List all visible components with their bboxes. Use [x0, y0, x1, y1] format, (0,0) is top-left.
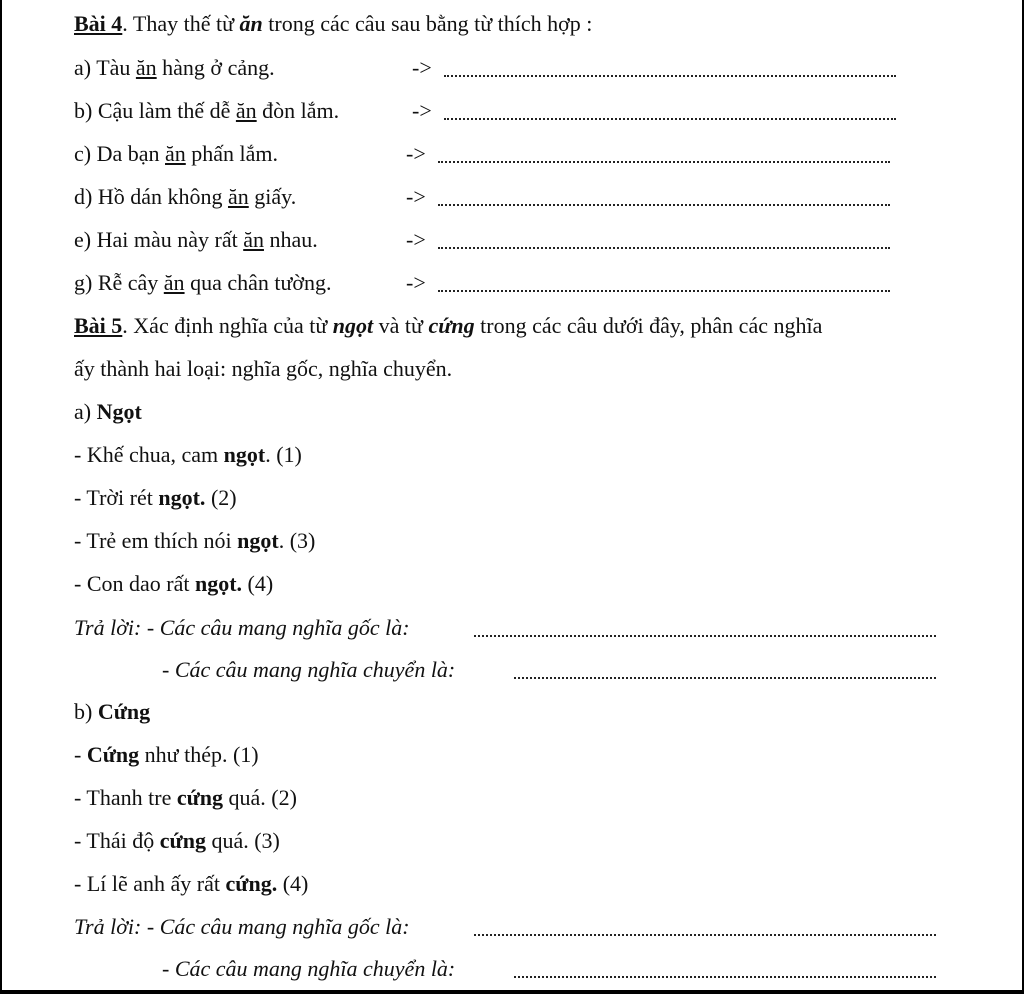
item-text: - Trời rét	[74, 485, 159, 510]
bai5-label: Bài 5	[74, 313, 123, 338]
answer-blank[interactable]	[474, 932, 936, 936]
bai4-label: Bài 4	[74, 11, 123, 36]
item-text: - Thanh tre	[74, 785, 177, 810]
bai4-item-b	[74, 97, 339, 125]
item-word: cứng	[159, 828, 206, 853]
item-word: ăn	[235, 98, 257, 123]
item-word: ngọt.	[194, 571, 243, 596]
answer-blank[interactable]	[444, 116, 896, 120]
item-text: g) Rễ cây	[74, 270, 164, 295]
item-text: - Trẻ em thích nói	[74, 528, 238, 553]
part-a-item-3	[74, 527, 315, 555]
item-text: -	[74, 742, 87, 767]
item-text: b) Cậu làm thế dễ	[74, 98, 236, 123]
answer-prompt: - Các câu mang nghĩa gốc là:	[146, 615, 410, 640]
part-title: Ngọt	[96, 399, 142, 424]
item-text: giấy.	[248, 184, 297, 209]
bai5-text: và từ	[373, 313, 429, 338]
item-text: quá. (3)	[205, 828, 280, 853]
item-word: ngọt	[223, 442, 266, 467]
answer-blank[interactable]	[438, 245, 890, 249]
answer-prompt: - Các câu mang nghĩa gốc là:	[146, 914, 410, 939]
item-text: a) Tàu	[74, 55, 136, 80]
item-word: cứng	[176, 785, 224, 810]
item-text: như thép. (1)	[139, 742, 259, 767]
answer-blank[interactable]	[444, 73, 896, 77]
bai5-word-ngot: ngọt	[332, 313, 374, 338]
bai5-heading	[74, 312, 822, 340]
arrow: ->	[406, 184, 426, 209]
bai4-item-d	[74, 183, 296, 211]
answer-blank[interactable]	[438, 202, 890, 206]
item-text: (4)	[242, 571, 274, 596]
item-text: - Lí lẽ anh ấy rất	[74, 871, 226, 896]
part-b-item-4	[74, 870, 308, 898]
answer-a-goc	[74, 614, 410, 642]
item-text: qua chân tường.	[184, 270, 332, 295]
part-prefix: a)	[74, 399, 97, 424]
part-b-item-1	[74, 741, 259, 769]
answer-blank[interactable]	[438, 159, 890, 163]
arrow: ->	[406, 227, 426, 252]
bai4-instruction-a: . Thay thế từ	[122, 11, 240, 36]
item-word: ngọt	[237, 528, 279, 553]
item-text: hàng ở cảng.	[156, 55, 275, 80]
part-a-title	[74, 398, 142, 426]
arrow: ->	[406, 270, 426, 295]
bai4-item-e	[74, 226, 318, 254]
part-b-item-3	[74, 827, 280, 855]
bai5-text: trong các câu dưới đây, phân các nghĩa	[474, 313, 823, 338]
bai4-instruction-b: trong các câu sau bằng từ thích hợp :	[262, 11, 593, 36]
answer-blank[interactable]	[474, 633, 936, 637]
item-text: nhau.	[263, 227, 318, 252]
item-text: c) Da bạn	[74, 141, 166, 166]
item-word: Cứng	[86, 742, 140, 767]
item-text: d) Hồ dán không	[74, 184, 228, 209]
item-text: - Con dao rất	[74, 571, 195, 596]
answer-blank[interactable]	[438, 288, 890, 292]
bai5-text: . Xác định nghĩa của từ	[122, 313, 333, 338]
item-text: quá. (2)	[223, 785, 297, 810]
part-title: Cứng	[97, 699, 151, 724]
item-word: ăn	[165, 141, 186, 166]
part-b-item-2	[74, 784, 297, 812]
item-word: ăn	[243, 227, 264, 252]
item-word: ăn	[227, 184, 249, 209]
item-text: e) Hai màu này rất	[74, 227, 244, 252]
item-word: ăn	[135, 55, 157, 80]
answer-blank[interactable]	[514, 675, 936, 679]
item-text: phấn lắm.	[185, 141, 279, 166]
answer-label: Trả lời:	[74, 615, 142, 640]
bai5-word-cung: cứng	[428, 313, 475, 338]
bai4-item-a	[74, 54, 275, 82]
answer-b-chuyen: - Các câu mang nghĩa chuyển là:	[162, 956, 456, 981]
part-a-item-2	[74, 484, 237, 512]
item-text: . (3)	[278, 528, 316, 553]
item-word: ăn	[163, 270, 185, 295]
part-prefix: b)	[74, 699, 98, 724]
item-word: ngọt.	[158, 485, 206, 510]
answer-a-chuyen: - Các câu mang nghĩa chuyển là:	[162, 657, 456, 682]
item-text: - Thái độ	[74, 828, 160, 853]
item-word: cứng.	[225, 871, 278, 896]
arrow: ->	[412, 55, 432, 80]
bai4-item-g	[74, 269, 332, 297]
part-b-title	[74, 698, 150, 726]
bai5-heading-line2: ấy thành hai loại: nghĩa gốc, nghĩa chuyển.	[74, 356, 453, 381]
arrow: ->	[406, 141, 426, 166]
item-text: - Khế chua, cam	[74, 442, 224, 467]
bai4-heading	[74, 10, 592, 38]
bai4-keyword: ăn	[239, 11, 263, 36]
part-a-item-4	[74, 570, 273, 598]
answer-label: Trả lời:	[74, 914, 142, 939]
answer-b-goc	[74, 913, 410, 941]
part-a-item-1	[74, 441, 302, 469]
bai4-item-c	[74, 140, 278, 168]
arrow: ->	[412, 98, 432, 123]
item-text: đòn lắm.	[256, 98, 340, 123]
item-text: (4)	[277, 871, 309, 896]
item-text: . (1)	[265, 442, 302, 467]
answer-blank[interactable]	[514, 974, 936, 978]
item-text: (2)	[205, 485, 237, 510]
